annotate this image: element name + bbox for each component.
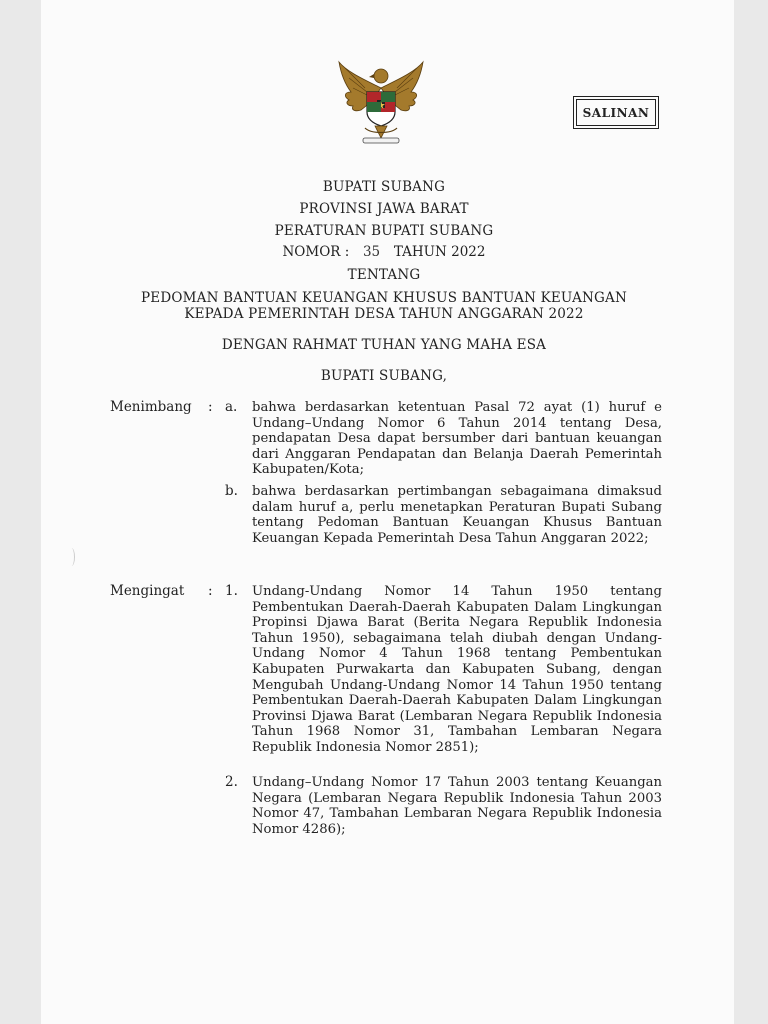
mengingat-colon: :	[208, 583, 213, 599]
mengingat-item-2: Undang–Undang Nomor 17 Tahun 2003 tentang Keuangan Negara (Lembaran Negara Republik Indonesia Tahun 2003 Nomor 47, Tambahan Lembaran Negara Republik Indonesia Nomor 4286);	[252, 775, 662, 837]
menimbang-colon: :	[208, 399, 213, 415]
mengingat-marker-2: 2.	[225, 774, 238, 790]
header-peraturan: PERATURAN BUPATI SUBANG	[274, 223, 494, 239]
bupati-line: BUPATI SUBANG,	[320, 368, 448, 384]
scan-mark	[68, 548, 75, 566]
header-bupati: BUPATI SUBANG	[322, 179, 446, 195]
mengingat-label: Mengingat	[110, 583, 185, 599]
header-provinsi: PROVINSI JAWA BARAT	[299, 201, 469, 217]
mengingat-marker-1: 1.	[225, 583, 238, 599]
mengingat-item-1: Undang-Undang Nomor 14 Tahun 1950 tentang Pembentukan Daerah-Daerah Kabupaten Dalam Lingkungan Propinsi Djawa Barat (Berita Negara Republik Indonesia Tahun 1950), sebagaimana telah diubah dengan Undang-Undang Nomor 4 Tahun 1968 tentang Pembentukan Kabupaten Purwakarta dan Kabupaten Subang, dengan Mengubah Undang-Undang Nomor 14 Tahun 1950 tentang Pembentukan Daerah-Daerah Kabupaten Dalam Lingkungan Provinsi Djawa Barat (Lembaran Negara Republik Indonesia Tahun 1968 Nomor 31, Tambahan Lembaran Negara Republik Indonesia Nomor 2851);	[252, 584, 662, 755]
title-line-2: KEPADA PEMERINTAH DESA TAHUN ANGGARAN 2022	[184, 306, 584, 322]
menimbang-marker-a: a.	[225, 399, 238, 415]
nomor-value: 35	[362, 244, 381, 260]
header-nomor	[0, 244, 768, 260]
garuda-emblem-icon	[335, 58, 427, 148]
salinan-stamp: SALINAN	[576, 99, 656, 126]
menimbang-marker-b: b.	[225, 483, 238, 499]
header-tentang: TENTANG	[347, 267, 421, 283]
menimbang-item-a: bahwa berdasarkan ketentuan Pasal 72 ayat (1) huruf e Undang–Undang Nomor 6 Tahun 2014 tentang Desa, pendapatan Desa dapat bersumber dari bantuan keuangan dari Anggaran Pendapatan dan Belanja Daerah Pemerintah Kabupaten/Kota;	[252, 400, 662, 478]
nomor-tahun: TAHUN 2022	[393, 244, 486, 260]
nomor-label: NOMOR :	[282, 244, 350, 260]
menimbang-label: Menimbang	[110, 399, 192, 415]
rahmat-line: DENGAN RAHMAT TUHAN YANG MAHA ESA	[221, 337, 547, 353]
title-line-1: PEDOMAN BANTUAN KEUANGAN KHUSUS BANTUAN KEUANGAN	[140, 290, 628, 306]
menimbang-item-b: bahwa berdasarkan pertimbangan sebagaimana dimaksud dalam huruf a, perlu menetapkan Peraturan Bupati Subang tentang Pedoman Bantuan Keuangan Khusus Bantuan Keuangan Kepada Pemerintah Desa Tahun Anggaran 2022;	[252, 484, 662, 546]
